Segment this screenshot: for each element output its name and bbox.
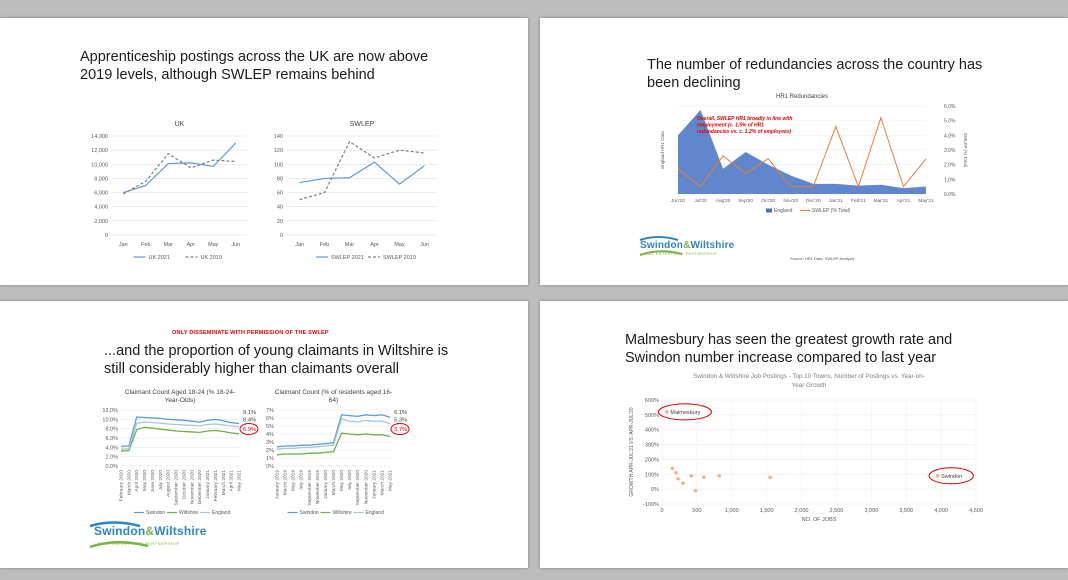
y-tick-label: 8,000 [94, 176, 108, 183]
y-right-tick-label: 4.0% [944, 133, 956, 140]
x-tick-label-march-2021: March 2021 [221, 470, 227, 496]
x-tick-label-feb: Feb [319, 242, 330, 248]
y-tick-label: 1% [266, 456, 274, 462]
x-tick-label-apr: Apr [186, 242, 196, 248]
x-tick-label-oct-20: Oct'20 [761, 199, 776, 204]
x-tick-label-february-2020: February 2020 [119, 470, 125, 502]
x-tick-label-apr-21: Apr'21 [896, 199, 911, 204]
x-tick-label-july-2019: July 2019 [299, 470, 305, 491]
x-tick-label-march-2019: March 2019 [283, 470, 289, 496]
legend-label-england: England [212, 510, 231, 516]
x-tick-label-july-2020: July 2020 [348, 470, 354, 491]
x-tick-label-july-2020: July 2020 [158, 470, 164, 491]
logo-wordmark [94, 524, 207, 538]
slide-title-line-2: Swindon number increase compared to last year [625, 350, 937, 366]
y-tick-label: 2% [266, 448, 274, 454]
y-tick-label: 0% [651, 487, 659, 494]
x-tick-label-may: May [208, 242, 219, 248]
x-tick-label-jun-20: Jun'20 [671, 199, 685, 204]
legend-label-wiltshire: Wiltshire [179, 510, 199, 516]
logo-subtitle: LOCAL ENTERPRISE PARTNERSHIP [640, 252, 718, 256]
y-tick-label: 120 [273, 148, 283, 155]
y-right-tick-label: 0.0% [944, 192, 956, 198]
x-tick-label: 2,500 [829, 508, 844, 514]
y-tick-label: 4.0% [105, 445, 118, 452]
y-tick-label: 2.0% [105, 454, 118, 461]
x-tick-label-may-2020: May 2020 [340, 470, 346, 492]
legend-label-england: England [365, 510, 384, 516]
x-tick-label-august-2020: August 2020 [166, 470, 172, 497]
y-tick-label: 8.0% [105, 426, 118, 433]
chart-title: SWLEP [349, 121, 375, 128]
y-tick-label: 10.0% [102, 417, 118, 424]
y-tick-label: 20 [276, 218, 283, 225]
source-note: Source: HR1 Data, SWLEP Analysis [790, 256, 855, 261]
y-tick-label: 600% [644, 398, 659, 404]
slide-title-line-2: 2019 levels, although SWLEP remains behind [80, 67, 375, 83]
x-tick-label-sep-20: Sep'20 [738, 199, 754, 204]
y-axis-label: GROWTH APR-JUL'21 VS. APR-JUL'20 [629, 407, 635, 497]
point-7 [694, 489, 698, 493]
chart-title-line-2: Year-Olds) [164, 397, 196, 404]
y-right-tick-label: 1.0% [944, 177, 956, 184]
series-line-swlep-2021 [300, 162, 425, 184]
slide-title-line-1: Apprenticeship postings across the UK are now above [80, 49, 429, 65]
legend-label-uk-2019: UK 2019 [200, 255, 222, 261]
x-tick-label-may: May [394, 242, 405, 248]
x-tick-label: 4,500 [969, 508, 983, 514]
y-tick-label: 10,000 [91, 162, 108, 169]
point-9 [717, 474, 721, 478]
point-label-malmesbury: Malmesbury [670, 409, 701, 416]
y-tick-label: -100% [643, 502, 659, 508]
end-label-wiltshire: 3.7% [394, 427, 408, 433]
logo-text-a: Swindon [94, 524, 146, 538]
logo-wordmark [640, 240, 734, 251]
y-tick-label: 0 [279, 233, 283, 239]
x-tick-label-september-2020: September 2020 [356, 470, 362, 506]
chart-title: UK [174, 121, 185, 128]
x-tick-label: 500 [692, 508, 702, 514]
x-tick-label-may-2021: May 2021 [237, 470, 243, 492]
legend-label-swlep: SWLEP (% Total) [812, 208, 851, 214]
y-tick-label: 4% [266, 432, 274, 438]
dissemination-warning: ONLY DISSEMINATE WITH PERMISSION OF THE SWLEP [172, 330, 329, 336]
point-10 [768, 475, 772, 479]
slide-town-job-postings[interactable] [540, 301, 1068, 568]
logo-text-a: Swindon [640, 240, 684, 251]
chart-title-line-1: Claimant Count (% of residents aged 16- [274, 389, 393, 396]
point-malmesbury [665, 410, 669, 414]
legend-label-swlep-2021: SWLEP 2021 [331, 255, 364, 261]
chart-title-line-1: Swindon & Wiltshire Job Postings - Top 10 Towns, Number of Postings vs. Year-on- [693, 373, 925, 380]
x-tick-label-apr: Apr [370, 242, 379, 248]
y-tick-label: 6% [266, 416, 274, 422]
y-tick-label: 60 [276, 190, 283, 197]
x-tick-label-september-2019: September 2019 [307, 470, 313, 506]
swlep-line-chart [0, 18, 528, 285]
y-tick-label: 6.0% [105, 436, 118, 442]
end-label-wiltshire: 6.9% [243, 427, 257, 433]
end-label-england: 5.3% [394, 417, 408, 424]
point-6 [690, 474, 694, 478]
x-tick-label-mar: Mar [163, 242, 173, 248]
annotation-line-2: employment (c. 1.5% of HR1 [697, 122, 764, 129]
y-tick-label: 3% [266, 440, 274, 446]
x-tick-label-march-2020: March 2020 [332, 470, 337, 496]
x-tick-label-november-2020: November 2020 [190, 470, 196, 505]
point-4 [676, 477, 680, 481]
x-tick-label: 3,000 [864, 508, 879, 514]
x-tick-label-dec-20: Dec'20 [805, 199, 821, 204]
end-label-england: 8.4% [243, 417, 257, 424]
x-tick-label: 4,000 [934, 508, 948, 514]
x-tick-label-september-2020: September 2020 [174, 470, 180, 506]
slide-title-line-2: been declining [647, 75, 741, 91]
logo-subtitle: LOCAL ENTERPRISE PARTNERSHIP [94, 541, 180, 546]
chart-title: HR1 Redundancies [775, 94, 829, 100]
y-tick-label: 400% [644, 427, 659, 434]
x-tick-label-march-2021: March 2021 [380, 470, 386, 496]
slide-title-line-1: Malmesbury has seen the greatest growth rate and [625, 332, 953, 348]
chart-title-line-2: Year Growth [791, 382, 827, 389]
towns-scatter-chart [540, 301, 1068, 568]
logo [638, 236, 735, 258]
x-tick-label: 2,000 [794, 508, 809, 514]
x-tick-label-april-2020: April 2020 [135, 470, 141, 492]
x-tick-label-december-2020: December 2020 [198, 470, 204, 505]
x-tick-label-january-2021: January 2021 [206, 470, 212, 500]
y-tick-label: 12.0% [102, 408, 118, 414]
x-tick-label-may-2019: May 2019 [291, 470, 297, 492]
legend-label-swlep-2019: SWLEP 2019 [383, 255, 416, 261]
x-tick-label-march-2020: March 2020 [127, 470, 133, 496]
logo-text-b: Wiltshire [154, 524, 207, 538]
point-3 [674, 471, 678, 475]
y-tick-label: 2,000 [94, 218, 108, 225]
y-tick-label: 4,000 [94, 204, 108, 211]
y-tick-label: 0 [104, 233, 108, 239]
point-label-swindon: Swindon [941, 473, 963, 480]
point-swindon [936, 474, 940, 478]
y-tick-label: 100% [644, 472, 659, 479]
y-right-tick-label: 6.0% [944, 104, 956, 110]
y-tick-label: 500% [644, 412, 659, 419]
y-tick-label: 0.0% [105, 464, 118, 470]
chart-title-line-2: 64) [328, 397, 339, 404]
x-tick-label-january-2019: January 2019 [275, 470, 281, 500]
slide-title-line-1: The number of redundancies across the country has [647, 57, 983, 73]
legend-label-swindon: Swindon [299, 510, 319, 516]
y-right-tick-label: 3.0% [944, 148, 956, 154]
x-tick-label-may-2020: May 2020 [143, 470, 149, 492]
y-left-axis-label: England HR1 Data [660, 131, 665, 169]
y-tick-label: 7% [266, 408, 274, 414]
x-tick-label-april-2021: April 2021 [229, 470, 235, 492]
x-tick-label-feb: Feb [141, 242, 151, 248]
x-tick-label-mar: Mar [344, 242, 355, 248]
slide-title-line-2: still considerably higher than claimants overall [104, 361, 399, 377]
end-label-swindon: 6.1% [394, 410, 408, 416]
annotation-line-1: Overall, SWLEP HR1 broadly in line with [697, 116, 793, 122]
claimant-16-64-chart [0, 301, 528, 568]
point-8 [702, 475, 706, 479]
y-tick-label: 14,000 [91, 134, 108, 140]
x-tick-label: 0 [660, 508, 664, 514]
point-2 [671, 467, 675, 471]
chart-title-line-1: Claimant Count Aged 18-24 (% 18-24- [124, 389, 236, 396]
y-tick-label: 80 [276, 176, 283, 183]
x-tick-label-aug-20: Aug'20 [715, 199, 731, 204]
y-tick-label: 140 [273, 134, 283, 140]
x-tick-label: 1,500 [759, 508, 774, 514]
x-tick-label-january-2021: January 2021 [372, 470, 378, 500]
y-tick-label: 200% [644, 457, 659, 464]
logo [88, 521, 228, 551]
logo-text-b: Wiltshire [690, 240, 735, 251]
legend-label-wiltshire: Wiltshire [332, 510, 352, 516]
x-tick-label-may-21: May'21 [918, 199, 934, 204]
x-tick-label-mar-21: Mar'21 [873, 199, 889, 204]
end-label-swindon: 9.1% [243, 410, 257, 416]
x-tick-label-nov-20: Nov'20 [783, 199, 799, 204]
logo-ampersand: & [145, 524, 155, 538]
y-tick-label: 100 [273, 162, 283, 169]
x-tick-label-jan: Jan [295, 242, 304, 248]
legend-label-england: England [774, 208, 793, 214]
logo-ampersand: & [683, 240, 691, 251]
y-tick-label: 6,000 [94, 190, 108, 197]
y-right-axis-label: SWLEP (% Total) [963, 132, 968, 168]
x-tick-label: 1,000 [724, 508, 739, 514]
x-tick-label-january-2020: January 2020 [323, 470, 329, 500]
y-tick-label: 40 [276, 204, 283, 211]
annotation-line-3: redundancies vs. c. 1.2% of employees) [697, 129, 792, 135]
legend-label-swindon: Swindon [146, 510, 166, 516]
slide-apprenticeship-postings[interactable] [0, 18, 528, 285]
x-tick-label-jun: Jun [231, 242, 241, 248]
x-axis-label: NO. OF JOBS [801, 517, 837, 523]
point-5 [681, 481, 685, 485]
x-tick-label-november-2020: November 2020 [364, 470, 370, 505]
y-tick-label: 12,000 [91, 148, 108, 155]
slide-young-claimants[interactable] [0, 301, 528, 568]
x-tick-label-jan: Jan [118, 242, 128, 248]
x-tick-label-jan-21: Jan'21 [828, 199, 843, 204]
x-tick-label-jul-20: Jul'20 [694, 199, 707, 204]
x-tick-label-november-2019: November 2019 [315, 470, 321, 505]
slide-redundancies[interactable] [540, 18, 1068, 285]
x-tick-label: 3,500 [899, 508, 914, 514]
y-tick-label: 0% [266, 464, 274, 470]
x-tick-label-may-2021: May 2021 [388, 470, 394, 492]
y-right-tick-label: 5.0% [944, 118, 956, 125]
x-tick-label-jun: Jun [420, 242, 429, 248]
x-tick-label-june-2020: June 2020 [150, 470, 156, 493]
x-tick-label-october-2020: October 2020 [182, 470, 188, 500]
legend-label-uk-2021: UK 2021 [148, 255, 170, 261]
legend-swatch-england [766, 209, 772, 213]
x-tick-label-feb-21: Feb'21 [851, 199, 866, 204]
hr1-redundancies-chart [540, 18, 1068, 285]
x-tick-label-february-2021: February 2021 [213, 470, 219, 502]
y-right-tick-label: 2.0% [944, 162, 956, 169]
y-tick-label: 5% [266, 424, 274, 430]
y-tick-label: 300% [644, 442, 659, 449]
slide-title-line-1: ...and the proportion of young claimants in Wiltshire is [104, 343, 449, 359]
